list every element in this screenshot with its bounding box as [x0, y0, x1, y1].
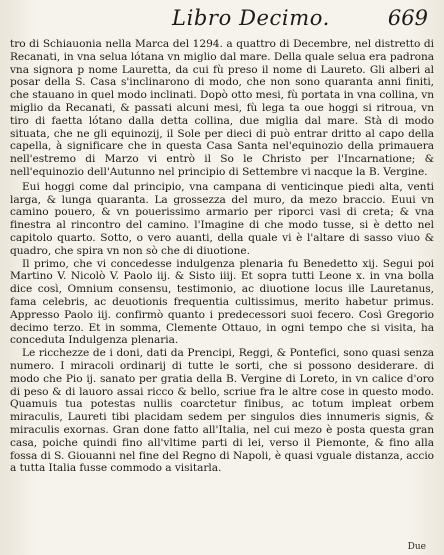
paragraph-1: tro di Schiauonia nella Marca del 1294. a quattro di Decembre, nel distretto di Recanati, in vna selua lótana vn miglio dal mare. Della quale selua era padrona vna signora p nome Lauretta, da cui fù preso il nome di Laureto. Gli alberi al posar della S. Casa s'inclinarono di modo, che non sono quaranta anni finiti, che stauano in quel modo inclinati. Dopò otto mesi, fù portata in vna collina, vn miglio da Recanati, & passati alcuni mesi, fù lega ta oue hoggi si ritroua, vn tiro di faetta lótano dalla detta collina, due miglia dal mare. Stà di modo situata, che ne gli equinozij, il Sole per dieci di può entrar dritto al capo della capella, à significare che in questa Casa Santa nel'equinozio della primauera nell'estremo di Marzo vi entrò il So le Christo per l'Incarnatione; & nell'equinozio dell'Autunno nel principio di Settembre vi nacque la B. Vergine. — [10, 38, 434, 178]
page-header — [10, 6, 434, 36]
body-text — [10, 38, 434, 475]
paragraph-2: Eui hoggi come dal principio, vna campana di venticinque piedi alta, venti larga, & lunga quaranta. La grossezza del muro, da mezo braccio. Euui vn camino pouero, & vn pouerissimo armario per riporci vasi di creta; & vna finestra al rincontro del camino. l'Imagine di che modo tusse, si è detto nel capitolo quarto. Sotto, o vero auanti, della quale vi è l'altare di sasso viuo & quadro, che spira vn non sò che di diuotione. — [10, 180, 434, 257]
running-title: Libro Decimo. — [172, 6, 330, 30]
page-number: 669 — [387, 6, 428, 30]
paragraph-3: Il primo, che vi concedesse indulgenza plenaria fu Benedetto xij. Segui poi Martino V. Nicolò V. Paolo iij. & Sisto iiij. Et sopra tutti Leone x. in vna bolla dice così, Omnium consensu, testimonio, ac diuotione locus ille Lauretanus, fama celebris, ac deuotionis frequentia cultissimus, merito habetur primus. Appresso Paolo iij. confirmò quanto i predecessori suoi fecero. Così Gregorio decimo terzo. Et in somma, Clemente Ottauo, in ogni tempo che si visita, ha conceduta Indulgenza plenaria. — [10, 257, 434, 347]
catchword: Due — [407, 542, 426, 552]
paragraph-4: Le ricchezze de i doni, dati da Prencipi, Reggi, & Pontefici, sono quasi senza numero. I miracoli ordinarij di tutte le sorti, che si possono desiderare. di modo che Pio ij. sanato per gratia della B. Vergine di Loreto, in vn calice d'oro di peso & di lauoro assai ricco & bello, scriue fra le altre cose in questo modo. Quamuis tua potestas nullis coarctetur finibus, ac totum impleat orbem miraculis, Laureti tibi placidam sedem per singulos dies innumeris signis, & miraculis exornas. Gran done fatto all'Italia, nel cui mezo è posta questa gran casa, poiche quindi fino all'vltime parti di lei, verso il Piemonte, & fino alla fossa di S. Giouanni nel fine del Regno di Napoli, è quasi vguale distanza, accio a tutta Italia fusse commodo a visitarla. — [10, 347, 434, 475]
